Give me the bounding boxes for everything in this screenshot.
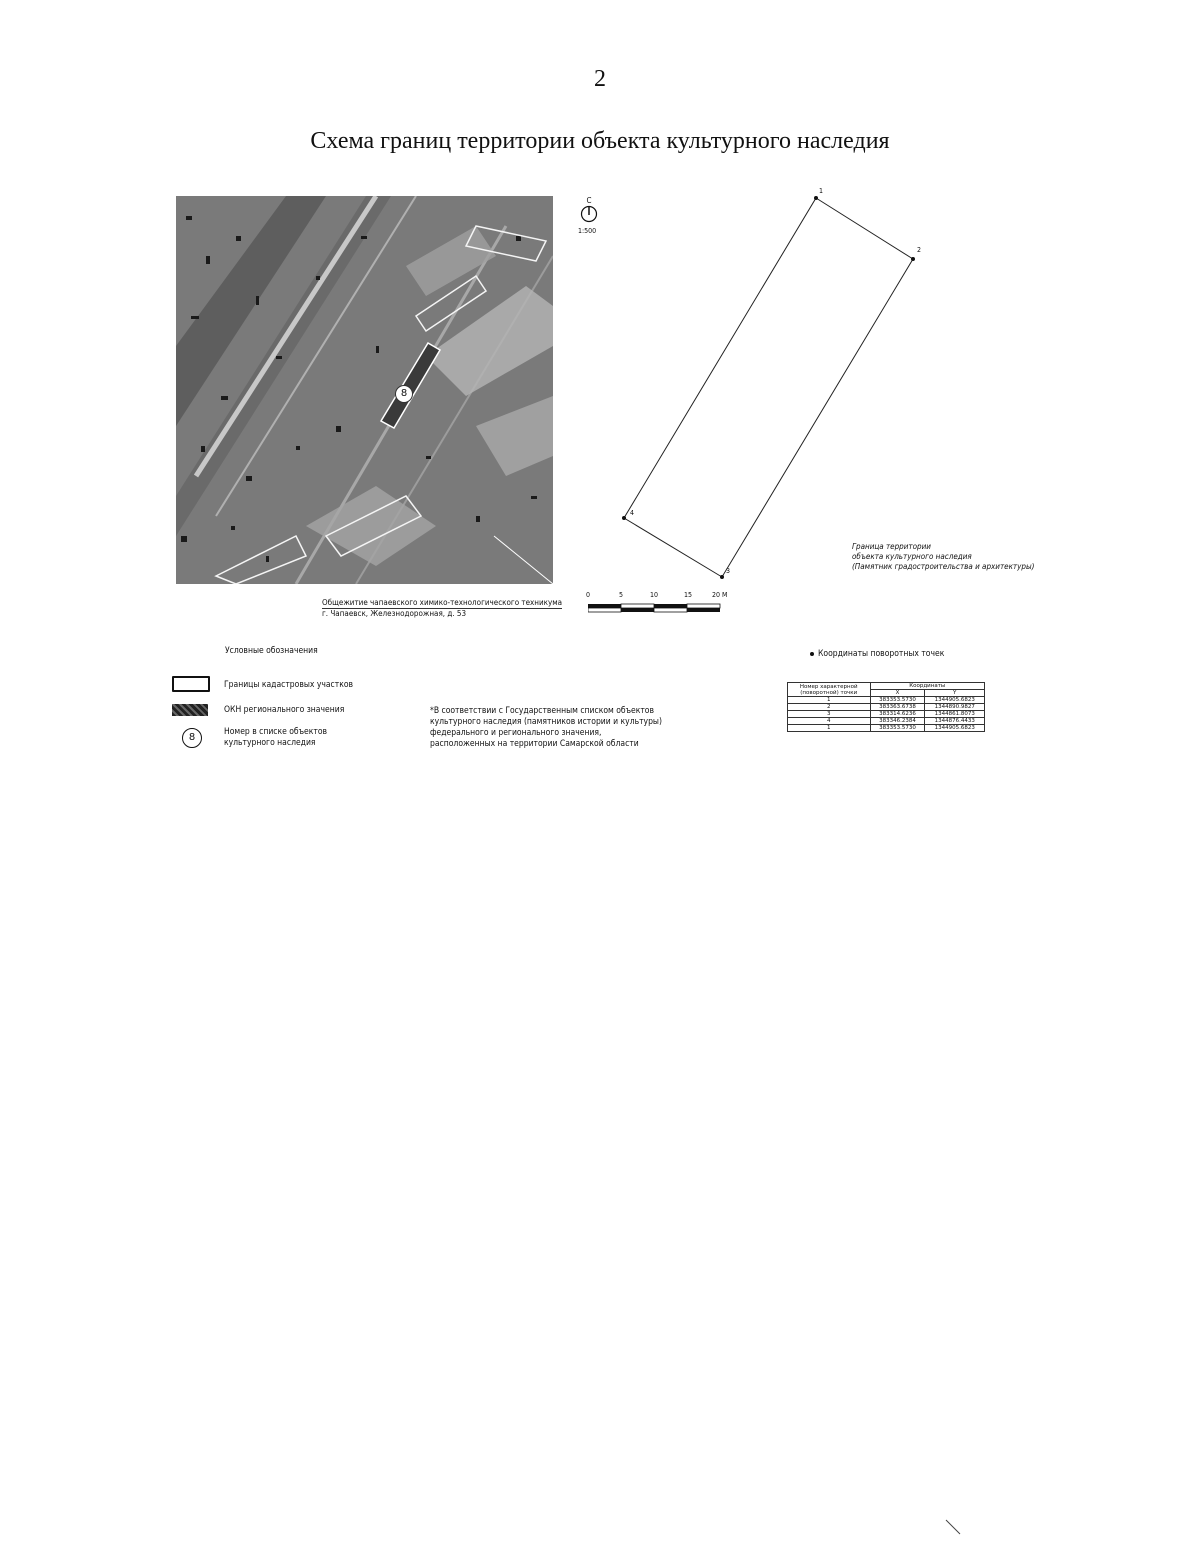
table-row [788, 725, 985, 732]
cell-point: 2 [788, 704, 871, 711]
coordinates-table [787, 682, 985, 732]
footnote-line: *В соответствии с Государственным списком объектов [430, 706, 654, 716]
cell-point: 3 [788, 711, 871, 718]
building-caption-line: г. Чапаевск, Железнодорожная, д. 53 [322, 609, 467, 618]
cell-y: 1344905.6823 [925, 697, 985, 704]
cell-x: 383353.5730 [870, 697, 925, 704]
legend-item-label: ОКН регионального значения [224, 705, 345, 715]
scale-tick-label: 10 [650, 591, 659, 599]
map-scale-label: 1:500 [578, 227, 597, 235]
scale-tick-label: 5 [619, 591, 624, 599]
legend-footnote [430, 706, 662, 750]
legend-item [172, 703, 432, 719]
header-y: Y [925, 690, 985, 697]
cell-point: 1 [788, 697, 871, 704]
cell-y: 1344905.6823 [925, 725, 985, 732]
legend-label-line: Номер в списке объектов [224, 727, 328, 737]
scale-tick-label: 20 М [712, 591, 728, 599]
table-row [788, 711, 985, 718]
north-arrow [578, 196, 600, 236]
legend-item [172, 676, 432, 692]
legend-item-label [224, 727, 327, 749]
scale-tick-label: 0 [586, 591, 591, 599]
boundary-point-marker [814, 196, 818, 200]
boundary-point-marker [622, 516, 626, 520]
footnote-line: федерального и регионального значения, [430, 728, 602, 738]
footnote-line: расположенных на территории Самарской области [430, 739, 639, 749]
cell-point: 4 [788, 718, 871, 725]
boundary-point-label: 2 [917, 246, 922, 254]
cell-x: 383353.5730 [870, 725, 925, 732]
boundary-label-line: Граница территории [852, 542, 931, 551]
building-caption [322, 598, 562, 619]
coordinates-title-text: Координаты поворотных точек [818, 649, 945, 659]
cell-x: 383346.2384 [870, 718, 925, 725]
cell-y: 1344890.9827 [925, 704, 985, 711]
scale-bar-graphic [588, 602, 722, 616]
boundary-label-line: (Памятник градостроительства и архитектуры) [852, 562, 1035, 571]
rectangle-outline-icon [172, 676, 210, 692]
boundary-label [852, 542, 1034, 572]
north-label: С [586, 196, 592, 205]
circled-number-symbol: 8 [188, 732, 196, 743]
page-number: 2 [594, 66, 606, 92]
table-row [788, 704, 985, 711]
circled-number-icon [182, 728, 202, 748]
cell-y: 1344861.8073 [925, 711, 985, 718]
header-line: (поворотной) точки [800, 689, 858, 696]
boundary-polygon-diagram [600, 180, 940, 590]
cell-x: 383314.6236 [870, 711, 925, 718]
header-line: Номер характерной [799, 683, 858, 690]
scale-bar [586, 590, 746, 620]
dark-hatched-rectangle-icon [172, 704, 208, 716]
object-number-marker [395, 385, 413, 403]
legend-label-line: культурного наследия [224, 738, 316, 748]
satellite-map-image [176, 196, 553, 584]
cell-y: 1344876.4433 [925, 718, 985, 725]
boundary-point-marker [911, 257, 915, 261]
legend-item [172, 726, 432, 752]
header-coordinates: Координаты [870, 683, 985, 690]
compass-icon [578, 205, 600, 223]
header-x: X [870, 690, 925, 697]
scale-tick-label: 15 [684, 591, 693, 599]
header-point-number [788, 683, 871, 697]
table-row [788, 697, 985, 704]
page-title: Схема границ территории объекта культурного наследия [310, 128, 890, 154]
cell-point: 1 [788, 725, 871, 732]
table-row [788, 718, 985, 725]
boundary-label-line: объекта культурного наследия [852, 552, 972, 561]
cell-x: 383363.6738 [870, 704, 925, 711]
object-number-label: 8 [400, 388, 408, 399]
bullet-icon [810, 652, 814, 656]
legend-item-label: Границы кадастровых участков [224, 680, 354, 690]
footnote-line: культурного наследия (памятников истории и культуры) [430, 717, 662, 727]
boundary-point-label: 1 [819, 187, 824, 195]
legend-title: Условные обозначения [225, 646, 318, 656]
boundary-point-label: 4 [630, 509, 635, 517]
coordinates-title [810, 649, 944, 660]
boundary-point-label: 3 [726, 567, 731, 575]
scan-mark [944, 1518, 964, 1538]
building-caption-line: Общежитие чапаевского химико-технологического техникума [322, 598, 563, 607]
boundary-point-marker [720, 575, 724, 579]
